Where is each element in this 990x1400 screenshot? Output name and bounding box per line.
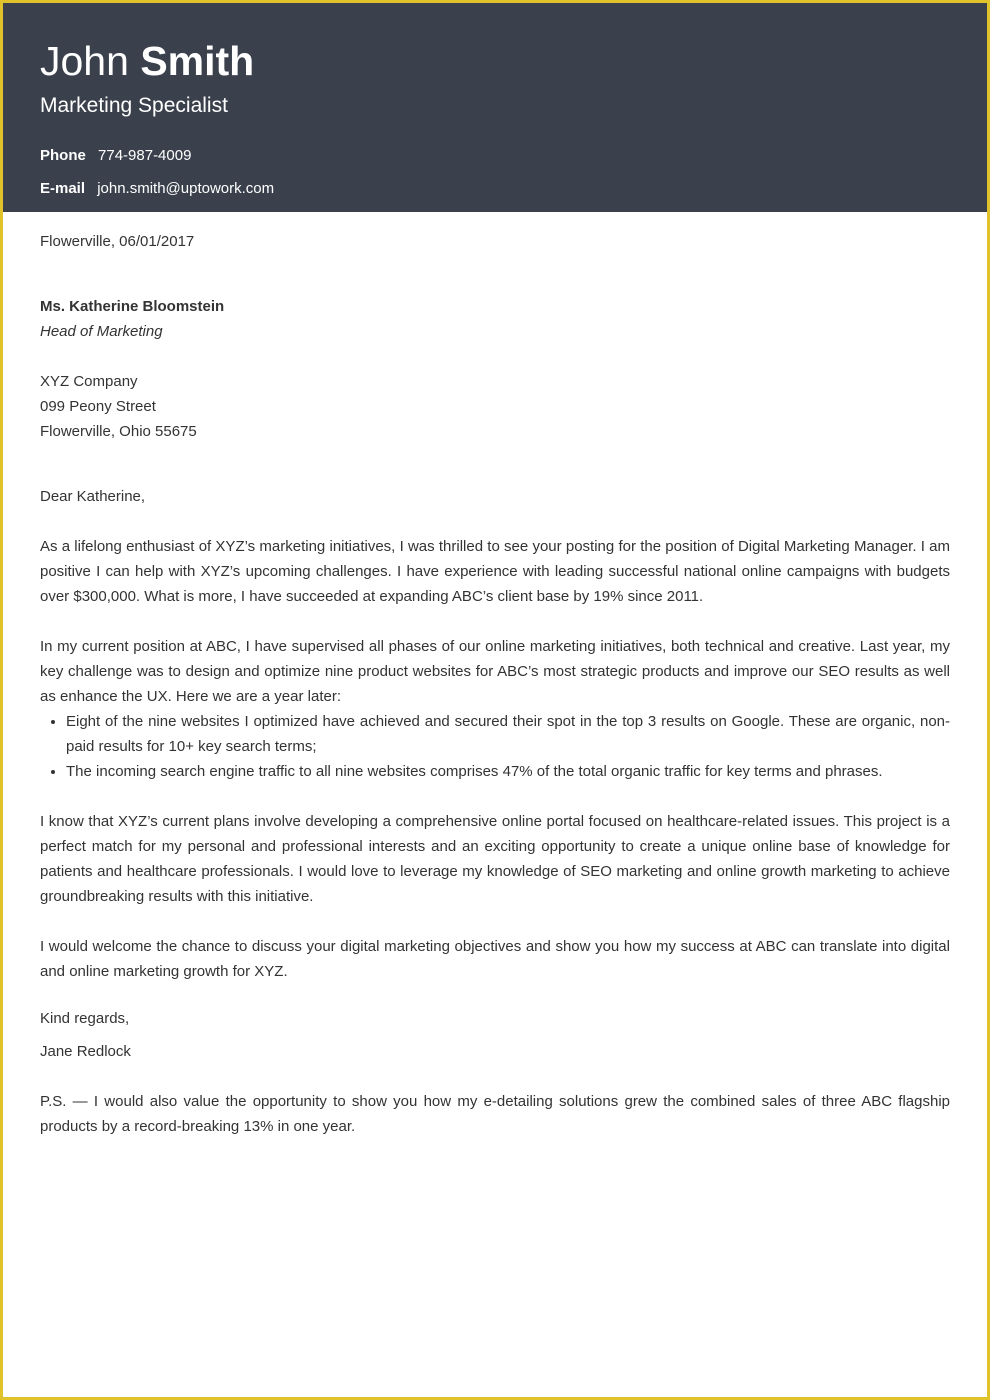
address-company: XYZ Company <box>40 373 138 390</box>
applicant-last-name: Smith <box>140 38 255 84</box>
address-street: 099 Peony Street <box>40 398 156 415</box>
achievement-list <box>40 709 950 784</box>
list-item: • The incoming search engine traffic to all nine websites comprises 47% of the total organic traffic for key terms and phrases. <box>66 759 950 784</box>
recipient-name: Ms. Katherine Bloomstein <box>40 298 225 315</box>
paragraph-fit: I know that XYZ’s current plans involve developing a comprehensive online portal focused on healthcare-related issues. This project is a perfect match for my personal and professional interests and an exciting opportunity to create a unique online base of knowledge for patients and healthcare professionals. I would love to leverage my knowledge of SEO marketing and online growth marketing to achieve groundbreaking results with this initiative. <box>40 813 950 905</box>
applicant-first-name: John <box>40 38 129 84</box>
email-value: john.smith@uptowork.com <box>97 180 275 197</box>
email-label: E-mail <box>40 180 86 197</box>
email-row <box>40 179 950 199</box>
phone-row <box>40 146 950 166</box>
applicant-role: Marketing Specialist <box>40 94 228 117</box>
letter-body <box>3 212 987 1139</box>
paragraph-intro: As a lifelong enthusiast of XYZ’s marketing initiatives, I was thrilled to see your posting for the position of Digital Marketing Manager. I am positive I can help with XYZ’s upcoming challenges. I have experience with leading successful national online campaigns with budgets over $300,000. What is more, I have succeeded at expanding ABC’s client base by 19% since 2011. <box>40 538 950 605</box>
greeting: Dear Katherine, <box>40 488 146 505</box>
paragraph-call-to-action: I would welcome the chance to discuss your digital marketing objectives and show you how my success at ABC can translate into digital and online marketing growth for XYZ. <box>40 938 950 980</box>
phone-label: Phone <box>40 147 86 164</box>
recipient-address <box>40 369 950 444</box>
paragraph-experience: In my current position at ABC, I have supervised all phases of our online marketing initiatives, both technical and creative. Last year, my key challenge was to design and optimize nine product websites for ABC’s most strategic products and improve our SEO results as well as enhance the UX. Here we are a year later: <box>40 638 950 705</box>
date-line: Flowerville, 06/01/2017 <box>40 233 195 250</box>
applicant-name <box>40 37 950 85</box>
postscript: P.S. — I would also value the opportunity to show you how my e-detailing solutions grew the combined sales of three ABC flagship products by a record-breaking 13% in one year. <box>40 1093 950 1135</box>
address-city: Flowerville, Ohio 55675 <box>40 423 197 440</box>
phone-value: 774-987-4009 <box>98 147 192 164</box>
closing: Kind regards, <box>40 1010 130 1027</box>
list-item: • Eight of the nine websites I optimized have achieved and secured their spot in the top 3 results on Google. These are organic, non-paid results for 10+ key search terms; <box>66 709 950 759</box>
signature: Jane Redlock <box>40 1043 131 1060</box>
letter-header <box>3 3 987 212</box>
recipient-title: Head of Marketing <box>40 323 163 340</box>
